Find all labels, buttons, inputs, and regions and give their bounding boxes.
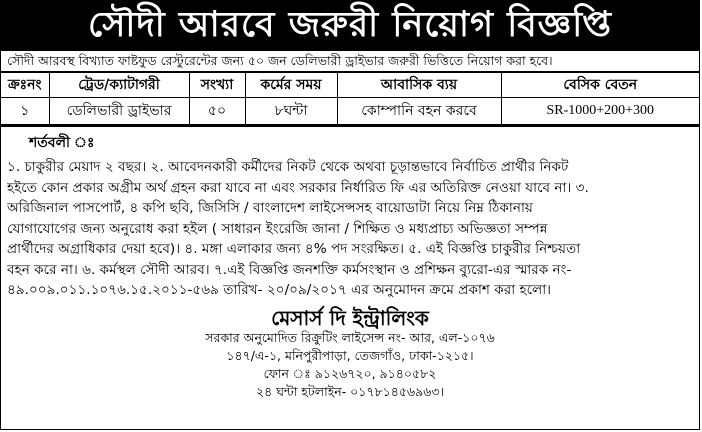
terms-line: ১. চাকুরীর মেয়াদ ২ বছর। ২. আবেদনকারী কর্মীদের নিকট থেকে অথবা চূড়ান্তভাবে নির্বাচিত প্রার্থীর নিকট <box>7 159 569 175</box>
address-line: ১৪৭/এ-১, মনিপুরীপাড়া, তেজগাঁও, ঢাকা-১২১৫। <box>226 347 474 363</box>
terms-line: প্রার্থীদের অগ্রাধিকার দেয়া হবে)। ৪. মঙ্গা এলাকার জন্য ৪% পদ সংরক্ষিত। ৫. এই বিজ্ঞপ্তি চাকুরীর নিশ্চয়তা <box>7 241 581 257</box>
terms-line: যোগাযোগের জন্য অনুরোধ করা হইল ( সাধারন ইংরেজি জানা / শিক্ষিত ও মধ্যপ্রাচ্য অভিজ্ঞতা সম্পন্ন <box>7 220 548 237</box>
license-line: সরকার অনুমোদিত রিক্রুটিং লাইসেন্স নং- আর, এল-১০৭৬ <box>205 329 495 345</box>
cell-accommodation: কোম্পানি বহন করবে <box>337 98 501 125</box>
phone-line: ফোন ঃ ৯১২৬৭২০, ৯১৪০৫৮২ <box>263 365 437 381</box>
cell-basic-salary: SR-1000+200+300 <box>501 98 699 125</box>
header-work-hours: কর্মের সময় <box>245 73 337 98</box>
banner-title: সৌদী আরবে জরুরী নিয়োগ বিজ্ঞপ্তি <box>88 4 612 45</box>
cell-work-hours: ৮ঘন্টা <box>245 98 337 125</box>
header-serial: ক্রঃনং <box>1 73 49 98</box>
cell-count: ৫০ <box>189 98 245 125</box>
cell-serial: ১ <box>1 98 49 125</box>
header-accommodation: আবাসিক ব্যয় <box>337 73 501 98</box>
intro-line: সৌদী আরবস্থ বিখ্যাত ফাষ্টফুড রেস্টুরেন্টের জন্য ৫০ জন ডেলিভারী ড্রাইভার জরুরী ভিত্তিতে নিয়োগ করা হবে। <box>1 51 699 72</box>
jobs-table <box>1 72 699 125</box>
header-basic-salary: বেসিক বেতন <box>501 73 699 98</box>
cell-trade: ডেলিভারী ড্রাইভার <box>49 98 189 125</box>
terms-line: ৪৯.০০৯.০১১.১০৭৬.১৫.২০১১-৫৬৯ তারিখ- ২০/০৯/২০১৭ এর অনুমোদন ক্রমে প্রকাশ করা হলো। <box>7 282 552 298</box>
terms-line: হইতে কোন প্রকার অগ্রীম অর্থ গ্রহন করা যাবে না এবং সরকার নির্ধারিত ফি এর অতিরিক্ত নেওয়া যাবে না। ৩. <box>7 179 589 196</box>
terms-title: শর্তবলী ঃ <box>29 135 95 151</box>
table-header-row <box>1 73 699 98</box>
hotline-line: ২৪ ঘন্টা হটলাইন- ০১৭৮১৪৫৬৯৬৩। <box>256 383 444 399</box>
header-count: সংখ্যা <box>189 73 245 98</box>
header-trade: ট্রেড/ক্যাটাগরী <box>49 73 189 98</box>
terms-line: বহন করে না। ৬. কর্মস্থল সৌদী আরব। ৭.এই বিজ্ঞপ্তি জনশক্তি কর্মসংস্থান ও প্রশিক্ষন ব্যুরো-এর স্মারক নং- <box>7 261 572 278</box>
banner <box>1 1 699 51</box>
company-name: মেসার্স দি ইন্ট্রালিংক <box>271 305 429 330</box>
terms-line: অরিজিনাল পাসপোর্ট, ৪ কপি ছবি, জিসিসি / বাংলাদেশ লাইসেন্সসহ বায়োডাটা নিয়ে নিম্ন ঠিকানায় <box>7 200 533 216</box>
table-row <box>1 98 699 125</box>
terms-section <box>1 125 699 301</box>
agency-footer <box>1 307 699 401</box>
